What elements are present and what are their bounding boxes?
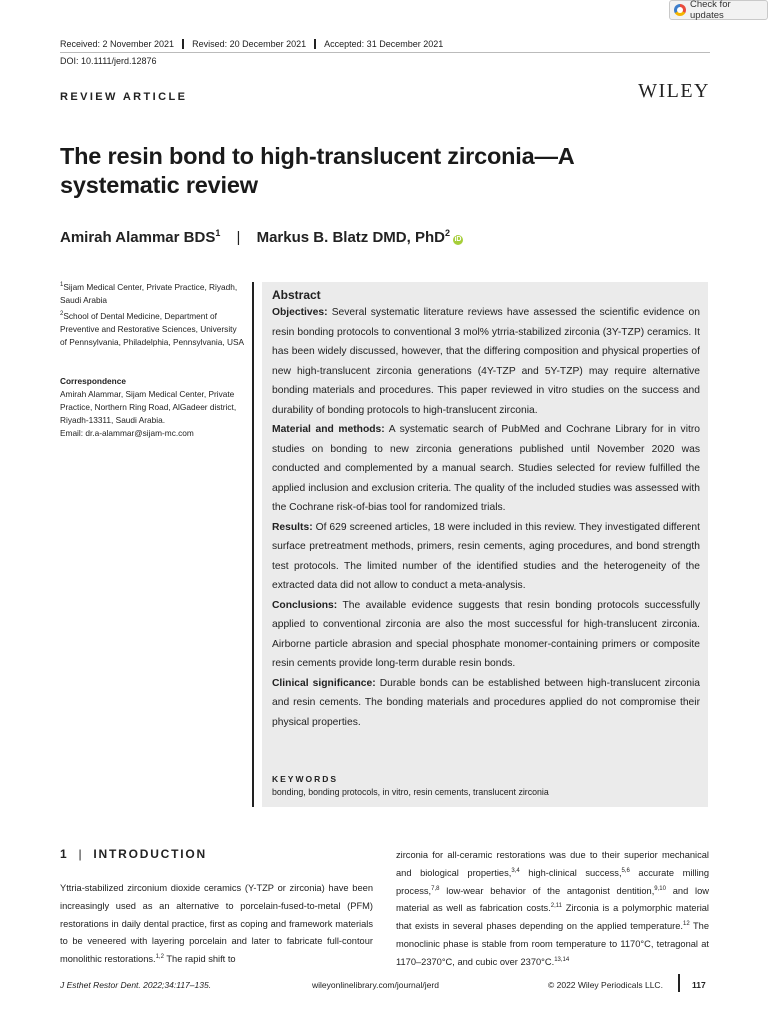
- article-type: REVIEW ARTICLE: [60, 91, 188, 103]
- affiliation-2: [60, 308, 245, 349]
- affiliation-1-number: 1: [60, 282, 64, 288]
- section-title: INTRODUCTION: [93, 847, 207, 861]
- abstract-conclusions: [272, 596, 700, 674]
- check-for-updates-badge[interactable]: [669, 0, 768, 20]
- abstract-text: [272, 287, 700, 732]
- body-text: low-wear behavior of the antagonist dentition,: [439, 885, 655, 896]
- orcid-icon[interactable]: iD: [454, 236, 462, 243]
- abstract-methods: [272, 420, 700, 518]
- correspondence-heading: Correspondence: [60, 376, 126, 386]
- keywords-heading: KEYWORDS: [272, 774, 339, 784]
- section-number: 1: [60, 847, 69, 861]
- author-2-affiliation-ref: 2: [444, 228, 450, 238]
- revised-date: Revised: 20 December 2021: [192, 39, 316, 49]
- author-2-name[interactable]: Markus B. Blatz DMD, PhD: [256, 229, 445, 246]
- abstract-heading: Abstract: [272, 288, 321, 302]
- section-separator: |: [78, 847, 84, 861]
- citation-ref[interactable]: 9,10: [654, 885, 666, 892]
- affiliation-1-text: Sijam Medical Center, Private Practice, Riyadh, Saudi Arabia: [60, 281, 238, 305]
- footer-divider: [678, 974, 680, 992]
- abstract-box: [262, 282, 708, 807]
- keywords: bonding, bonding protocols, in vitro, resin cements, translucent zirconia: [272, 787, 549, 797]
- results-label: Results:: [272, 521, 313, 533]
- journal-url[interactable]: wileyonlinelibrary.com/journal/jerd: [312, 980, 439, 990]
- author-1-name[interactable]: Amirah Alammar BDS: [60, 229, 216, 246]
- publisher-logo: WILEY: [638, 80, 710, 102]
- body-text: Zirconia is a polymorphic material that exists in several phases depending on the applied temperature.: [396, 903, 709, 932]
- citation-ref[interactable]: 3,4: [511, 867, 520, 874]
- methods-label: Material and methods:: [272, 424, 385, 435]
- page-number: 117: [692, 980, 706, 990]
- affiliation-1: [60, 279, 245, 307]
- abstract-clinical: [272, 674, 700, 733]
- copyright: © 2022 Wiley Periodicals LLC.: [548, 980, 663, 990]
- crossmark-icon: [674, 4, 686, 16]
- header-divider: [60, 52, 710, 53]
- body-text: zirconia for all-ceramic restorations was due to their superior mechanical and biological properties,: [396, 850, 709, 878]
- clinical-text: Durable bonds can be established between high-translucent zirconia and resin cements. The bonding materials and procedures applied do not compromise their physical properties.: [272, 677, 700, 728]
- body-text: The rapid shift to: [163, 954, 236, 965]
- objectives-label: Objectives:: [272, 307, 328, 318]
- clinical-label: Clinical significance:: [272, 677, 376, 689]
- body-text: high-clinical success,: [519, 867, 622, 878]
- abstract-objectives: [272, 303, 700, 420]
- correspondence: [60, 375, 245, 440]
- accepted-date: Accepted: 31 December 2021: [324, 39, 444, 49]
- abstract-results: [272, 518, 700, 596]
- body-column-1: [60, 880, 373, 969]
- affiliation-2-number: 2: [60, 311, 64, 317]
- body-text: Yttria-stabilized zirconium dioxide ceramics (Y-TZP or zirconia) have been increasingly used as an alternative to porcelain-fused-to-metal (PFM) restorations in daily dental practice, first as coping and framework materials to be veneered with layering porcelain and later to fabricate full-contour monolithic restorations.: [60, 883, 373, 965]
- article-title: The resin bond to high-translucent zirconia—A systematic review: [60, 143, 574, 198]
- correspondence-address: Amirah Alammar, Sijam Medical Center, Private Practice, Northern Ring Road, AlGadeer district, Riyadh-13311, Saudi Arabia.: [60, 389, 237, 425]
- abstract-rule: [252, 282, 254, 807]
- body-column-2: [396, 847, 709, 972]
- conclusions-text: The available evidence suggests that resin bonding protocols successfully applied to conventional zirconia are also the most successful for high-translucent zirconia. Airborne particle abrasion and special phosphate monomer-containing primers or composite resin cements provide long-term durable resin bonds.: [272, 599, 700, 669]
- correspondence-email[interactable]: Email: dr.a-alammar@sijam-mc.com: [60, 428, 194, 438]
- journal-citation: J Esthet Restor Dent. 2022;34:117–135.: [60, 980, 212, 990]
- results-text: Of 629 screened articles, 18 were included in this review. They investigated different surface pretreatment methods, primers, resin cements, aging procedures, and bond strength test protocols. The limited number of the identified studies and the heterogeneity of the extracted data did not allow to conduct a meta-analysis.: [272, 521, 700, 591]
- affiliation-2-text: School of Dental Medicine, Department of Preventive and Restorative Sciences, University of Pennsylvania, Philadelphia, Pennsylvania, USA: [60, 310, 245, 347]
- objectives-text: Several systematic literature reviews have assessed the scientific evidence on resin bonding protocols to conventional 3 mol% ytrria-stabilized zirconia (3Y-TZP) ceramics. It has been widely discussed, however, that the differing composition and physical properties of new high-translucent zirconia generations (4Y-TZP and 5Y-TZP) may require alternative bonding materials and procedures. This paper reviewed in vitro studies on the success and durability of bonding protocols to high-translucent zirconia.: [272, 307, 700, 416]
- received-date: Received: 2 November 2021: [60, 39, 184, 49]
- article-dates: [60, 39, 459, 49]
- citation-ref[interactable]: 2,11: [550, 903, 562, 910]
- citation-ref[interactable]: 7,8: [431, 885, 440, 892]
- author-line: [60, 228, 463, 246]
- citation-ref[interactable]: 12: [683, 921, 690, 928]
- body-text: and low material as well as fabrication costs.: [396, 885, 709, 914]
- conclusions-label: Conclusions:: [272, 599, 338, 611]
- citation-ref[interactable]: 1,2: [155, 954, 164, 961]
- author-1-affiliation-ref: 1: [215, 228, 221, 238]
- body-text: The monoclinic phase is stable from room temperature to 1170°C, tetragonal at 1170–2370°C, and cubic over 2370°C.: [396, 921, 710, 967]
- author-separator: |: [236, 229, 241, 246]
- citation-ref[interactable]: 5,6: [621, 867, 630, 874]
- methods-text: A systematic search of PubMed and Cochrane Library for in vitro studies on bonding to new zirconia generations published until November 2020 was conducted and complemented by a manual search. Studies selected for review fulfilled the applied inclusion and exclusion criteria. The quality of the included studies was assessed with the Cochrane risk-of-bias tool for randomized trials.: [272, 424, 701, 513]
- citation-ref[interactable]: 13,14: [554, 956, 570, 963]
- section-heading: [60, 847, 207, 861]
- doi[interactable]: DOI: 10.1111/jerd.12876: [60, 56, 157, 66]
- check-for-updates-label: Check for updates: [689, 0, 731, 21]
- body-text: accurate milling process,: [396, 867, 709, 896]
